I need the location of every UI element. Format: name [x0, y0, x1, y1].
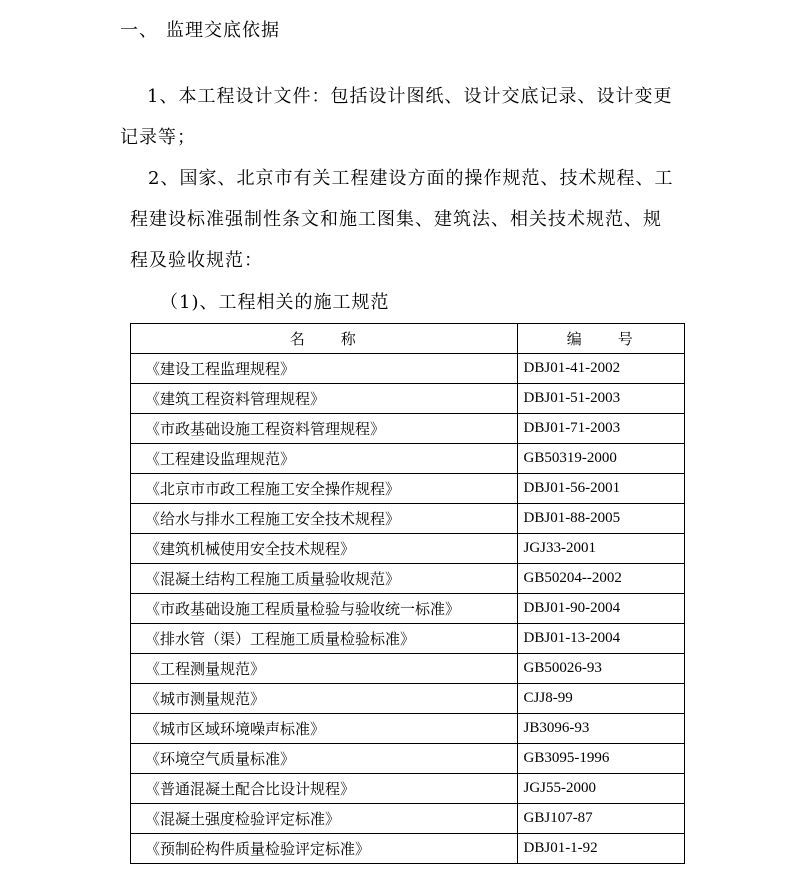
standard-code-cell: DBJ01-13-2004: [517, 624, 684, 654]
standard-code-cell: JB3096-93: [517, 714, 684, 744]
standard-code-cell: DBJ01-41-2002: [517, 354, 684, 384]
table-header-row: [131, 324, 685, 354]
standard-name-cell: 《建设工程监理规程》: [131, 354, 518, 384]
table-row: [131, 504, 685, 534]
standard-code-cell: DBJ01-90-2004: [517, 594, 684, 624]
section-heading: [120, 16, 280, 42]
paragraph-national-standards: 2、国家、北京市有关工程建设方面的操作规范、技术规程、工程建设标准强制性条文和施工图集、建筑法、相关技术规范、规程及验收规范：: [130, 168, 674, 271]
standard-name-cell: 《工程建设监理规范》: [131, 444, 518, 474]
table-row: [131, 444, 685, 474]
standard-name-cell: 《普通混凝土配合比设计规程》: [131, 774, 518, 804]
standard-name-cell: 《给水与排水工程施工安全技术规程》: [131, 504, 518, 534]
subheading-construction-codes: （1)、工程相关的施工规范: [160, 292, 390, 313]
paragraph-design-documents: 1、本工程设计文件：包括设计图纸、设计交底记录、设计变更记录等；: [120, 86, 673, 148]
standard-code-cell: DBJ01-51-2003: [517, 384, 684, 414]
standard-name-cell: 《建筑机械使用安全技术规程》: [131, 534, 518, 564]
standard-name-cell: 《排水管（渠）工程施工质量检验标准》: [131, 624, 518, 654]
standard-name-cell: 《市政基础设施工程资料管理规程》: [131, 414, 518, 444]
standard-code-cell: DBJ01-71-2003: [517, 414, 684, 444]
standard-code-cell: JGJ33-2001: [517, 534, 684, 564]
standard-name-cell: 《城市区域环境噪声标准》: [131, 714, 518, 744]
standard-name-cell: 《环境空气质量标准》: [131, 744, 518, 774]
section-title: 监理交底依据: [166, 20, 280, 41]
standard-name-cell: 《建筑工程资料管理规程》: [131, 384, 518, 414]
table-row: [131, 534, 685, 564]
column-header-code: 编 号: [517, 324, 684, 354]
standard-name-cell: 《北京市市政工程施工安全操作规程》: [131, 474, 518, 504]
standard-name-cell: 《城市测量规范》: [131, 684, 518, 714]
standard-code-cell: DBJ01-56-2001: [517, 474, 684, 504]
table-row: [131, 654, 685, 684]
standard-name-cell: 《预制砼构件质量检验评定标准》: [131, 834, 518, 864]
standard-code-cell: JGJ55-2000: [517, 774, 684, 804]
table-row: [131, 804, 685, 834]
standard-code-cell: GB3095-1996: [517, 744, 684, 774]
standard-code-cell: GBJ107-87: [517, 804, 684, 834]
standard-name-cell: 《混凝土结构工程施工质量验收规范》: [131, 564, 518, 594]
table-row: [131, 414, 685, 444]
table-row: [131, 594, 685, 624]
section-number: 一、: [120, 20, 158, 41]
table-row: [131, 744, 685, 774]
standard-code-cell: DBJ01-88-2005: [517, 504, 684, 534]
standard-name-cell: 《混凝土强度检验评定标准》: [131, 804, 518, 834]
table-row: [131, 354, 685, 384]
table-row: [131, 774, 685, 804]
standard-code-cell: DBJ01-1-92: [517, 834, 684, 864]
standard-code-cell: GB50319-2000: [517, 444, 684, 474]
table-row: [131, 834, 685, 864]
standard-code-cell: GB50204--2002: [517, 564, 684, 594]
table-row: [131, 714, 685, 744]
standard-name-cell: 《工程测量规范》: [131, 654, 518, 684]
standard-code-cell: CJJ8-99: [517, 684, 684, 714]
standard-code-cell: GB50026-93: [517, 654, 684, 684]
table-row: [131, 564, 685, 594]
table-row: [131, 624, 685, 654]
standards-table: [130, 323, 685, 864]
column-header-name: 名 称: [131, 324, 518, 354]
table-row: [131, 384, 685, 414]
table-body: [131, 354, 685, 864]
table-row: [131, 474, 685, 504]
table-row: [131, 684, 685, 714]
standard-name-cell: 《市政基础设施工程质量检验与验收统一标准》: [131, 594, 518, 624]
